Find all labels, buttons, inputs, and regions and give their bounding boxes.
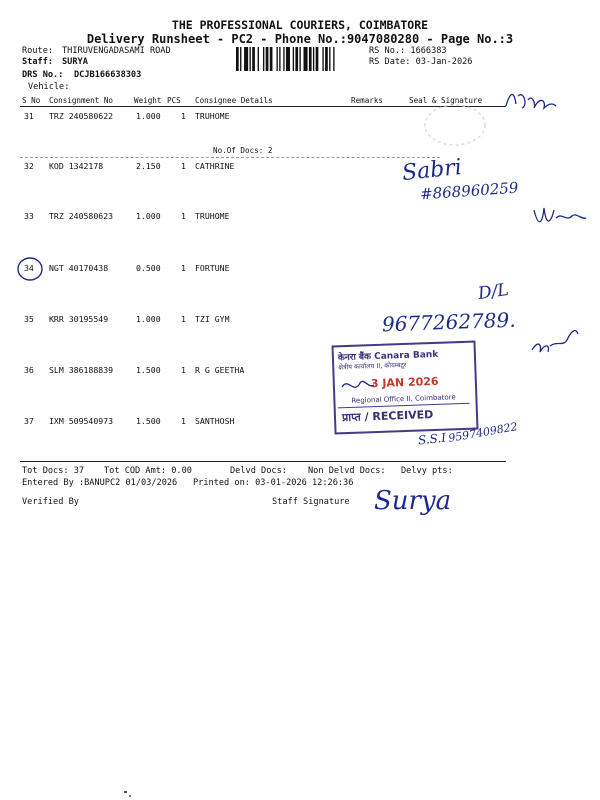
handwritten-phone-row32: #868960259 bbox=[419, 178, 519, 204]
row-sno: 37 bbox=[24, 416, 34, 426]
barcode-bar bbox=[236, 47, 239, 71]
barcode-bar bbox=[322, 47, 323, 71]
row-consignment: TRZ 240580623 bbox=[49, 211, 114, 221]
barcode-bar bbox=[295, 47, 298, 71]
signature-scribble-row35 bbox=[528, 322, 584, 362]
col-header-seal: Seal & Signature bbox=[409, 96, 483, 105]
row-consignment: TRZ 240580622 bbox=[49, 111, 114, 121]
row-consignee: CATHRINE bbox=[195, 161, 235, 171]
row-weight: 2.150 bbox=[136, 161, 161, 171]
staff-label: Staff: bbox=[22, 57, 54, 67]
stamp-office-hindi: क्षेत्रीय कार्यालय II, कोयम्बटूर bbox=[338, 360, 407, 372]
row-consignment: SLM 386188839 bbox=[49, 365, 114, 375]
barcode-bar bbox=[286, 47, 290, 71]
stamp-overlap-scribble bbox=[340, 375, 376, 397]
row-weight: 0.500 bbox=[136, 263, 161, 273]
stamp-office-english: Regional Office II, Coimbatore bbox=[351, 393, 456, 405]
non-delivered-docs: Non Delvd Docs: bbox=[308, 466, 386, 476]
row-weight: 1.500 bbox=[136, 416, 161, 426]
barcode-bar bbox=[283, 47, 284, 71]
row-sno: 34 bbox=[24, 263, 34, 273]
barcode-bar bbox=[252, 47, 255, 71]
barcode-bar bbox=[270, 47, 273, 71]
barcode-bar bbox=[240, 47, 241, 71]
handwritten-name-row32: Sabri bbox=[400, 154, 463, 187]
barcode-bar bbox=[277, 47, 278, 71]
row-pcs: 1 bbox=[181, 416, 186, 426]
row-separator bbox=[20, 157, 440, 158]
row-consignee: TRUHOME bbox=[195, 111, 230, 121]
barcode-bar bbox=[258, 47, 259, 71]
rs-date: RS Date: 03-Jan-2026 bbox=[369, 57, 473, 67]
verified-by-label: Verified By bbox=[22, 497, 79, 507]
row-sno: 36 bbox=[24, 365, 34, 375]
row-sno: 35 bbox=[24, 314, 34, 324]
handwritten-phone-row37: 9597409822 bbox=[447, 420, 519, 445]
vehicle-label: Vehicle: bbox=[28, 82, 70, 92]
watermark-mark bbox=[420, 100, 490, 150]
handwritten-dl-row35: D/L bbox=[476, 279, 510, 305]
row-consignment: IXM 509540973 bbox=[49, 416, 114, 426]
row-note: No.Of Docs: 2 bbox=[213, 146, 273, 155]
barcode-bar bbox=[304, 47, 308, 71]
row-consignee: R G GEETHA bbox=[195, 365, 245, 375]
handwritten-ssi-row37: S.S.I bbox=[417, 430, 447, 448]
stamp-received: प्राप्त / RECEIVED bbox=[341, 408, 434, 425]
barcode-bar bbox=[279, 47, 280, 71]
scan-speck bbox=[124, 791, 127, 793]
row-consignment: KOD 1342178 bbox=[49, 161, 104, 171]
col-header-consignee: Consignee Details bbox=[195, 96, 273, 105]
scan-speck bbox=[129, 795, 131, 797]
page-title: THE PROFESSIONAL COURIERS, COIMBATORE bbox=[171, 18, 429, 32]
signature-scribble-row33 bbox=[530, 198, 590, 230]
delivery-points: Delvy pts: bbox=[401, 466, 453, 476]
col-header-remarks: Remarks bbox=[351, 96, 384, 105]
row-pcs: 1 bbox=[181, 111, 186, 121]
route-label: Route: bbox=[22, 46, 54, 56]
staff-signature: Surya bbox=[374, 486, 452, 516]
barcode-bar bbox=[266, 47, 269, 71]
staff-signature-label: Staff Signature bbox=[272, 497, 350, 507]
barcode-bar bbox=[263, 47, 264, 71]
stamp-date: 3 JAN 2026 bbox=[370, 374, 439, 391]
col-header-pcs: PCS bbox=[167, 96, 181, 105]
barcode-bar bbox=[333, 47, 334, 71]
barcode-bar bbox=[325, 47, 328, 71]
row-pcs: 1 bbox=[181, 365, 186, 375]
row-weight: 1.000 bbox=[136, 111, 161, 121]
row-pcs: 1 bbox=[181, 211, 186, 221]
printed-on: Printed on: 03-01-2026 12:26:36 bbox=[193, 478, 354, 488]
barcode-bar bbox=[329, 47, 330, 71]
row-sno: 33 bbox=[24, 211, 34, 221]
drs-label: DRS No.: bbox=[22, 70, 64, 80]
col-header-consignment: Consignment No bbox=[49, 96, 114, 105]
row-consignee: TRUHOME bbox=[195, 211, 230, 221]
barcode-bar bbox=[250, 47, 251, 71]
row-34-circle-mark bbox=[15, 255, 47, 283]
barcode-bar bbox=[244, 47, 248, 71]
stamp-bank-name: केनरा बैंक Canara Bank bbox=[337, 349, 439, 364]
runsheet-subtitle: Delivery Runsheet - PC2 - Phone No.:9047080280 - Page No.:3 bbox=[86, 32, 514, 46]
row-weight: 1.000 bbox=[136, 314, 161, 324]
drs-value: DCJB166638303 bbox=[74, 70, 142, 80]
delivered-docs: Delvd Docs: bbox=[230, 466, 287, 476]
row-consignment: NGT 40170438 bbox=[49, 263, 109, 273]
row-consignment: KRR 30195549 bbox=[49, 314, 109, 324]
row-pcs: 1 bbox=[181, 314, 186, 324]
barcode-bar bbox=[293, 47, 294, 71]
row-weight: 1.500 bbox=[136, 365, 161, 375]
route-value: THIRUVENGADASAMI ROAD bbox=[62, 46, 171, 56]
row-pcs: 1 bbox=[181, 161, 186, 171]
footer-rule bbox=[20, 461, 506, 462]
total-docs: Tot Docs: 37 bbox=[22, 466, 85, 476]
row-sno: 32 bbox=[24, 161, 34, 171]
initials-scribble-top bbox=[500, 86, 560, 116]
total-cod-amount: Tot COD Amt: 0.00 bbox=[104, 466, 192, 476]
row-consignee: TZI GYM bbox=[195, 314, 230, 324]
handwritten-phone-row35: 9677262789. bbox=[381, 307, 516, 337]
barcode-bar bbox=[309, 47, 312, 71]
col-header-weight: Weight bbox=[134, 96, 162, 105]
rs-number: RS No.: 1666383 bbox=[369, 46, 447, 56]
entered-by: Entered By :BANUPC2 01/03/2026 bbox=[22, 478, 178, 488]
row-weight: 1.000 bbox=[136, 211, 161, 221]
barcode-bar bbox=[299, 47, 300, 71]
barcode-bar bbox=[316, 47, 319, 71]
row-consignee: FORTUNE bbox=[195, 263, 230, 273]
row-sno: 31 bbox=[24, 111, 34, 121]
staff-value: SURYA bbox=[62, 57, 88, 67]
barcode bbox=[236, 47, 364, 71]
row-pcs: 1 bbox=[181, 263, 186, 273]
col-header-sno: S No bbox=[22, 96, 41, 105]
row-consignee: SANTHOSH bbox=[195, 416, 235, 426]
barcode-bar bbox=[313, 47, 314, 71]
